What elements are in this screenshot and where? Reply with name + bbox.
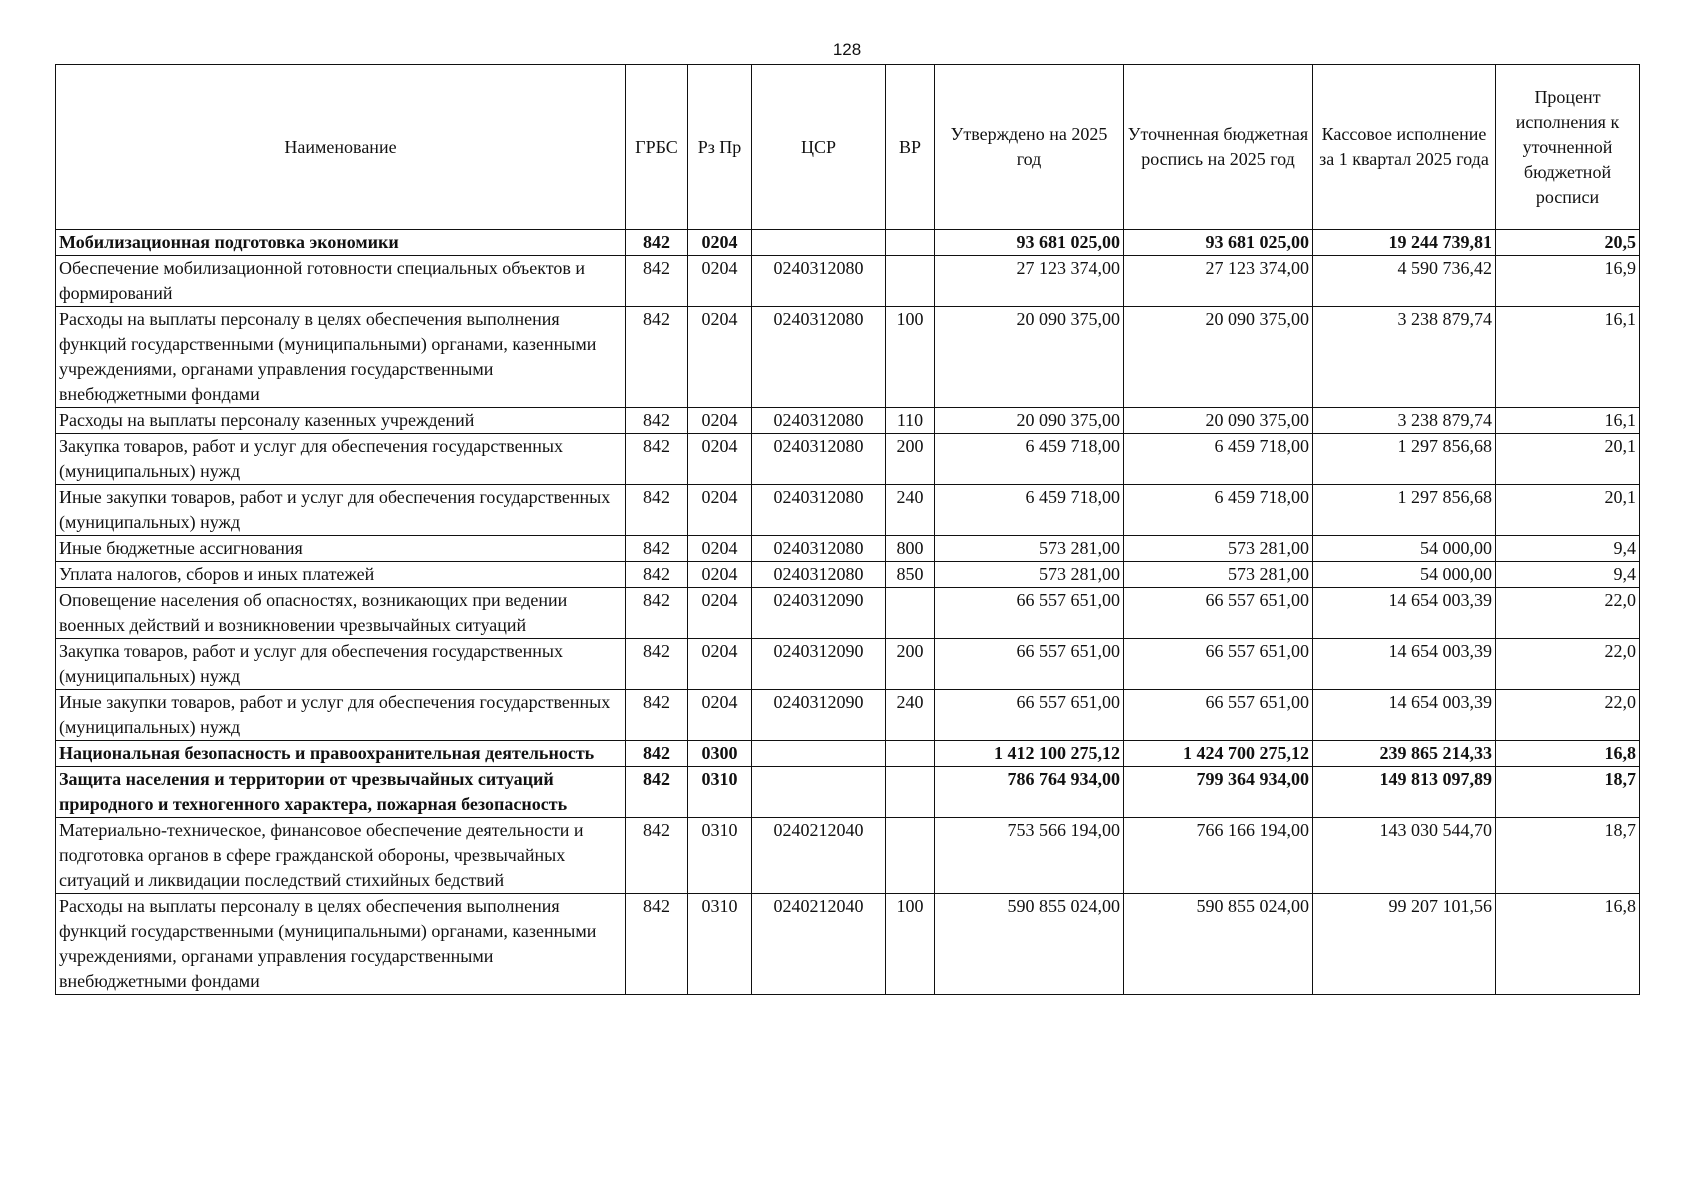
table-body [56,230,1640,995]
cell-csr: 0240312080 [752,562,886,588]
cell-percent: 22,0 [1496,588,1640,639]
cell-cash: 54 000,00 [1313,536,1496,562]
cell-rzpr: 0310 [688,767,752,818]
cell-grbs: 842 [626,639,688,690]
cell-vr: 240 [886,690,935,741]
cell-grbs: 842 [626,767,688,818]
cell-grbs: 842 [626,562,688,588]
cell-percent: 22,0 [1496,639,1640,690]
table-row [56,230,1640,256]
cell-approved: 573 281,00 [935,562,1124,588]
cell-refined: 66 557 651,00 [1124,690,1313,741]
cell-name: Материально-техническое, финансовое обеспечение деятельности и подготовка органов в сфере гражданской обороны, чрезвычайных ситуаций и ликвидации последствий стихийных бедствий [56,818,626,894]
cell-vr: 100 [886,894,935,995]
cell-rzpr: 0204 [688,588,752,639]
table-row [56,588,1640,639]
cell-vr [886,256,935,307]
cell-approved: 590 855 024,00 [935,894,1124,995]
header-vr: ВР [886,65,935,230]
header-name: Наименование [56,65,626,230]
cell-cash: 3 238 879,74 [1313,307,1496,408]
cell-name: Иные бюджетные ассигнования [56,536,626,562]
table-row [56,256,1640,307]
cell-name: Закупка товаров, работ и услуг для обеспечения государственных (муниципальных) нужд [56,639,626,690]
cell-cash: 54 000,00 [1313,562,1496,588]
cell-percent: 18,7 [1496,818,1640,894]
cell-approved: 20 090 375,00 [935,408,1124,434]
cell-approved: 66 557 651,00 [935,639,1124,690]
table-row [56,639,1640,690]
cell-approved: 6 459 718,00 [935,485,1124,536]
cell-percent: 16,1 [1496,408,1640,434]
cell-grbs: 842 [626,818,688,894]
cell-percent: 20,1 [1496,434,1640,485]
cell-csr [752,767,886,818]
cell-rzpr: 0204 [688,434,752,485]
cell-refined: 590 855 024,00 [1124,894,1313,995]
table-row [56,767,1640,818]
cell-approved: 27 123 374,00 [935,256,1124,307]
cell-grbs: 842 [626,307,688,408]
cell-refined: 20 090 375,00 [1124,408,1313,434]
cell-approved: 1 412 100 275,12 [935,741,1124,767]
cell-name: Закупка товаров, работ и услуг для обеспечения государственных (муниципальных) нужд [56,434,626,485]
cell-rzpr: 0204 [688,690,752,741]
cell-cash: 14 654 003,39 [1313,639,1496,690]
cell-percent: 16,8 [1496,894,1640,995]
cell-refined: 1 424 700 275,12 [1124,741,1313,767]
header-rzpr: Рз Пр [688,65,752,230]
cell-refined: 66 557 651,00 [1124,639,1313,690]
cell-vr: 800 [886,536,935,562]
table-row [56,434,1640,485]
cell-vr [886,818,935,894]
cell-grbs: 842 [626,434,688,485]
header-cash: Кассовое исполнение за 1 квартал 2025 года [1313,65,1496,230]
cell-name: Защита населения и территории от чрезвычайных ситуаций природного и техногенного характера, пожарная безопасность [56,767,626,818]
cell-refined: 20 090 375,00 [1124,307,1313,408]
cell-rzpr: 0204 [688,536,752,562]
cell-csr: 0240212040 [752,894,886,995]
cell-csr [752,741,886,767]
cell-grbs: 842 [626,690,688,741]
cell-csr: 0240312080 [752,307,886,408]
cell-refined: 799 364 934,00 [1124,767,1313,818]
cell-csr: 0240212040 [752,818,886,894]
cell-cash: 239 865 214,33 [1313,741,1496,767]
cell-grbs: 842 [626,230,688,256]
cell-grbs: 842 [626,408,688,434]
cell-percent: 20,5 [1496,230,1640,256]
cell-name: Расходы на выплаты персоналу в целях обеспечения выполнения функций государственными (муниципальными) органами, казенными учреждениями, органами управления государственными внебюджетными фондами [56,307,626,408]
cell-rzpr: 0204 [688,485,752,536]
cell-name: Иные закупки товаров, работ и услуг для обеспечения государственных (муниципальных) нужд [56,690,626,741]
cell-cash: 99 207 101,56 [1313,894,1496,995]
header-refined: Уточненная бюджетная роспись на 2025 год [1124,65,1313,230]
table-row [56,894,1640,995]
cell-csr: 0240312090 [752,588,886,639]
cell-cash: 14 654 003,39 [1313,690,1496,741]
cell-name: Мобилизационная подготовка экономики [56,230,626,256]
cell-csr: 0240312080 [752,434,886,485]
cell-percent: 18,7 [1496,767,1640,818]
cell-vr: 200 [886,434,935,485]
header-grbs: ГРБС [626,65,688,230]
cell-cash: 1 297 856,68 [1313,434,1496,485]
cell-percent: 22,0 [1496,690,1640,741]
cell-percent: 16,8 [1496,741,1640,767]
cell-refined: 66 557 651,00 [1124,588,1313,639]
cell-refined: 6 459 718,00 [1124,485,1313,536]
header-row [56,65,1640,230]
cell-name: Обеспечение мобилизационной готовности специальных объектов и формирований [56,256,626,307]
cell-approved: 93 681 025,00 [935,230,1124,256]
page-number: 128 [832,40,862,59]
cell-cash: 19 244 739,81 [1313,230,1496,256]
cell-cash: 4 590 736,42 [1313,256,1496,307]
cell-vr [886,588,935,639]
cell-vr: 240 [886,485,935,536]
cell-rzpr: 0204 [688,639,752,690]
cell-rzpr: 0204 [688,230,752,256]
cell-grbs: 842 [626,741,688,767]
cell-name: Оповещение населения об опасностях, возникающих при ведении военных действий и возникновении чрезвычайных ситуаций [56,588,626,639]
cell-vr [886,767,935,818]
cell-percent: 9,4 [1496,536,1640,562]
table-row [56,741,1640,767]
cell-rzpr: 0204 [688,307,752,408]
cell-grbs: 842 [626,256,688,307]
cell-percent: 16,1 [1496,307,1640,408]
cell-grbs: 842 [626,536,688,562]
cell-rzpr: 0310 [688,818,752,894]
cell-refined: 573 281,00 [1124,562,1313,588]
cell-approved: 66 557 651,00 [935,690,1124,741]
cell-name: Иные закупки товаров, работ и услуг для обеспечения государственных (муниципальных) нужд [56,485,626,536]
cell-csr: 0240312080 [752,485,886,536]
cell-rzpr: 0310 [688,894,752,995]
cell-rzpr: 0300 [688,741,752,767]
cell-refined: 93 681 025,00 [1124,230,1313,256]
cell-refined: 573 281,00 [1124,536,1313,562]
cell-csr: 0240312080 [752,256,886,307]
cell-rzpr: 0204 [688,562,752,588]
cell-csr: 0240312080 [752,408,886,434]
table-row [56,307,1640,408]
cell-approved: 20 090 375,00 [935,307,1124,408]
cell-cash: 1 297 856,68 [1313,485,1496,536]
cell-approved: 753 566 194,00 [935,818,1124,894]
cell-name: Уплата налогов, сборов и иных платежей [56,562,626,588]
cell-refined: 766 166 194,00 [1124,818,1313,894]
table-row [56,485,1640,536]
cell-approved: 66 557 651,00 [935,588,1124,639]
budget-table [55,64,1640,995]
cell-percent: 16,9 [1496,256,1640,307]
table-row [56,536,1640,562]
cell-csr: 0240312090 [752,690,886,741]
cell-name: Расходы на выплаты персоналу в целях обеспечения выполнения функций государственными (муниципальными) органами, казенными учреждениями, органами управления государственными внебюджетными фондами [56,894,626,995]
cell-vr: 850 [886,562,935,588]
cell-csr: 0240312090 [752,639,886,690]
cell-name: Расходы на выплаты персоналу казенных учреждений [56,408,626,434]
header-approved: Утверждено на 2025 год [935,65,1124,230]
cell-approved: 6 459 718,00 [935,434,1124,485]
cell-cash: 149 813 097,89 [1313,767,1496,818]
header-csr: ЦСР [752,65,886,230]
cell-percent: 20,1 [1496,485,1640,536]
table-row [56,818,1640,894]
cell-refined: 27 123 374,00 [1124,256,1313,307]
cell-rzpr: 0204 [688,256,752,307]
table-row [56,562,1640,588]
cell-refined: 6 459 718,00 [1124,434,1313,485]
cell-csr: 0240312080 [752,536,886,562]
cell-vr: 100 [886,307,935,408]
cell-name: Национальная безопасность и правоохранительная деятельность [56,741,626,767]
cell-cash: 14 654 003,39 [1313,588,1496,639]
cell-vr: 200 [886,639,935,690]
cell-cash: 3 238 879,74 [1313,408,1496,434]
cell-grbs: 842 [626,588,688,639]
cell-grbs: 842 [626,894,688,995]
cell-approved: 786 764 934,00 [935,767,1124,818]
header-percent: Процент исполнения к уточненной бюджетной росписи [1496,65,1640,230]
cell-percent: 9,4 [1496,562,1640,588]
cell-approved: 573 281,00 [935,536,1124,562]
cell-vr [886,230,935,256]
cell-vr [886,741,935,767]
cell-csr [752,230,886,256]
table-row [56,408,1640,434]
table-row [56,690,1640,741]
cell-rzpr: 0204 [688,408,752,434]
cell-cash: 143 030 544,70 [1313,818,1496,894]
cell-vr: 110 [886,408,935,434]
cell-grbs: 842 [626,485,688,536]
